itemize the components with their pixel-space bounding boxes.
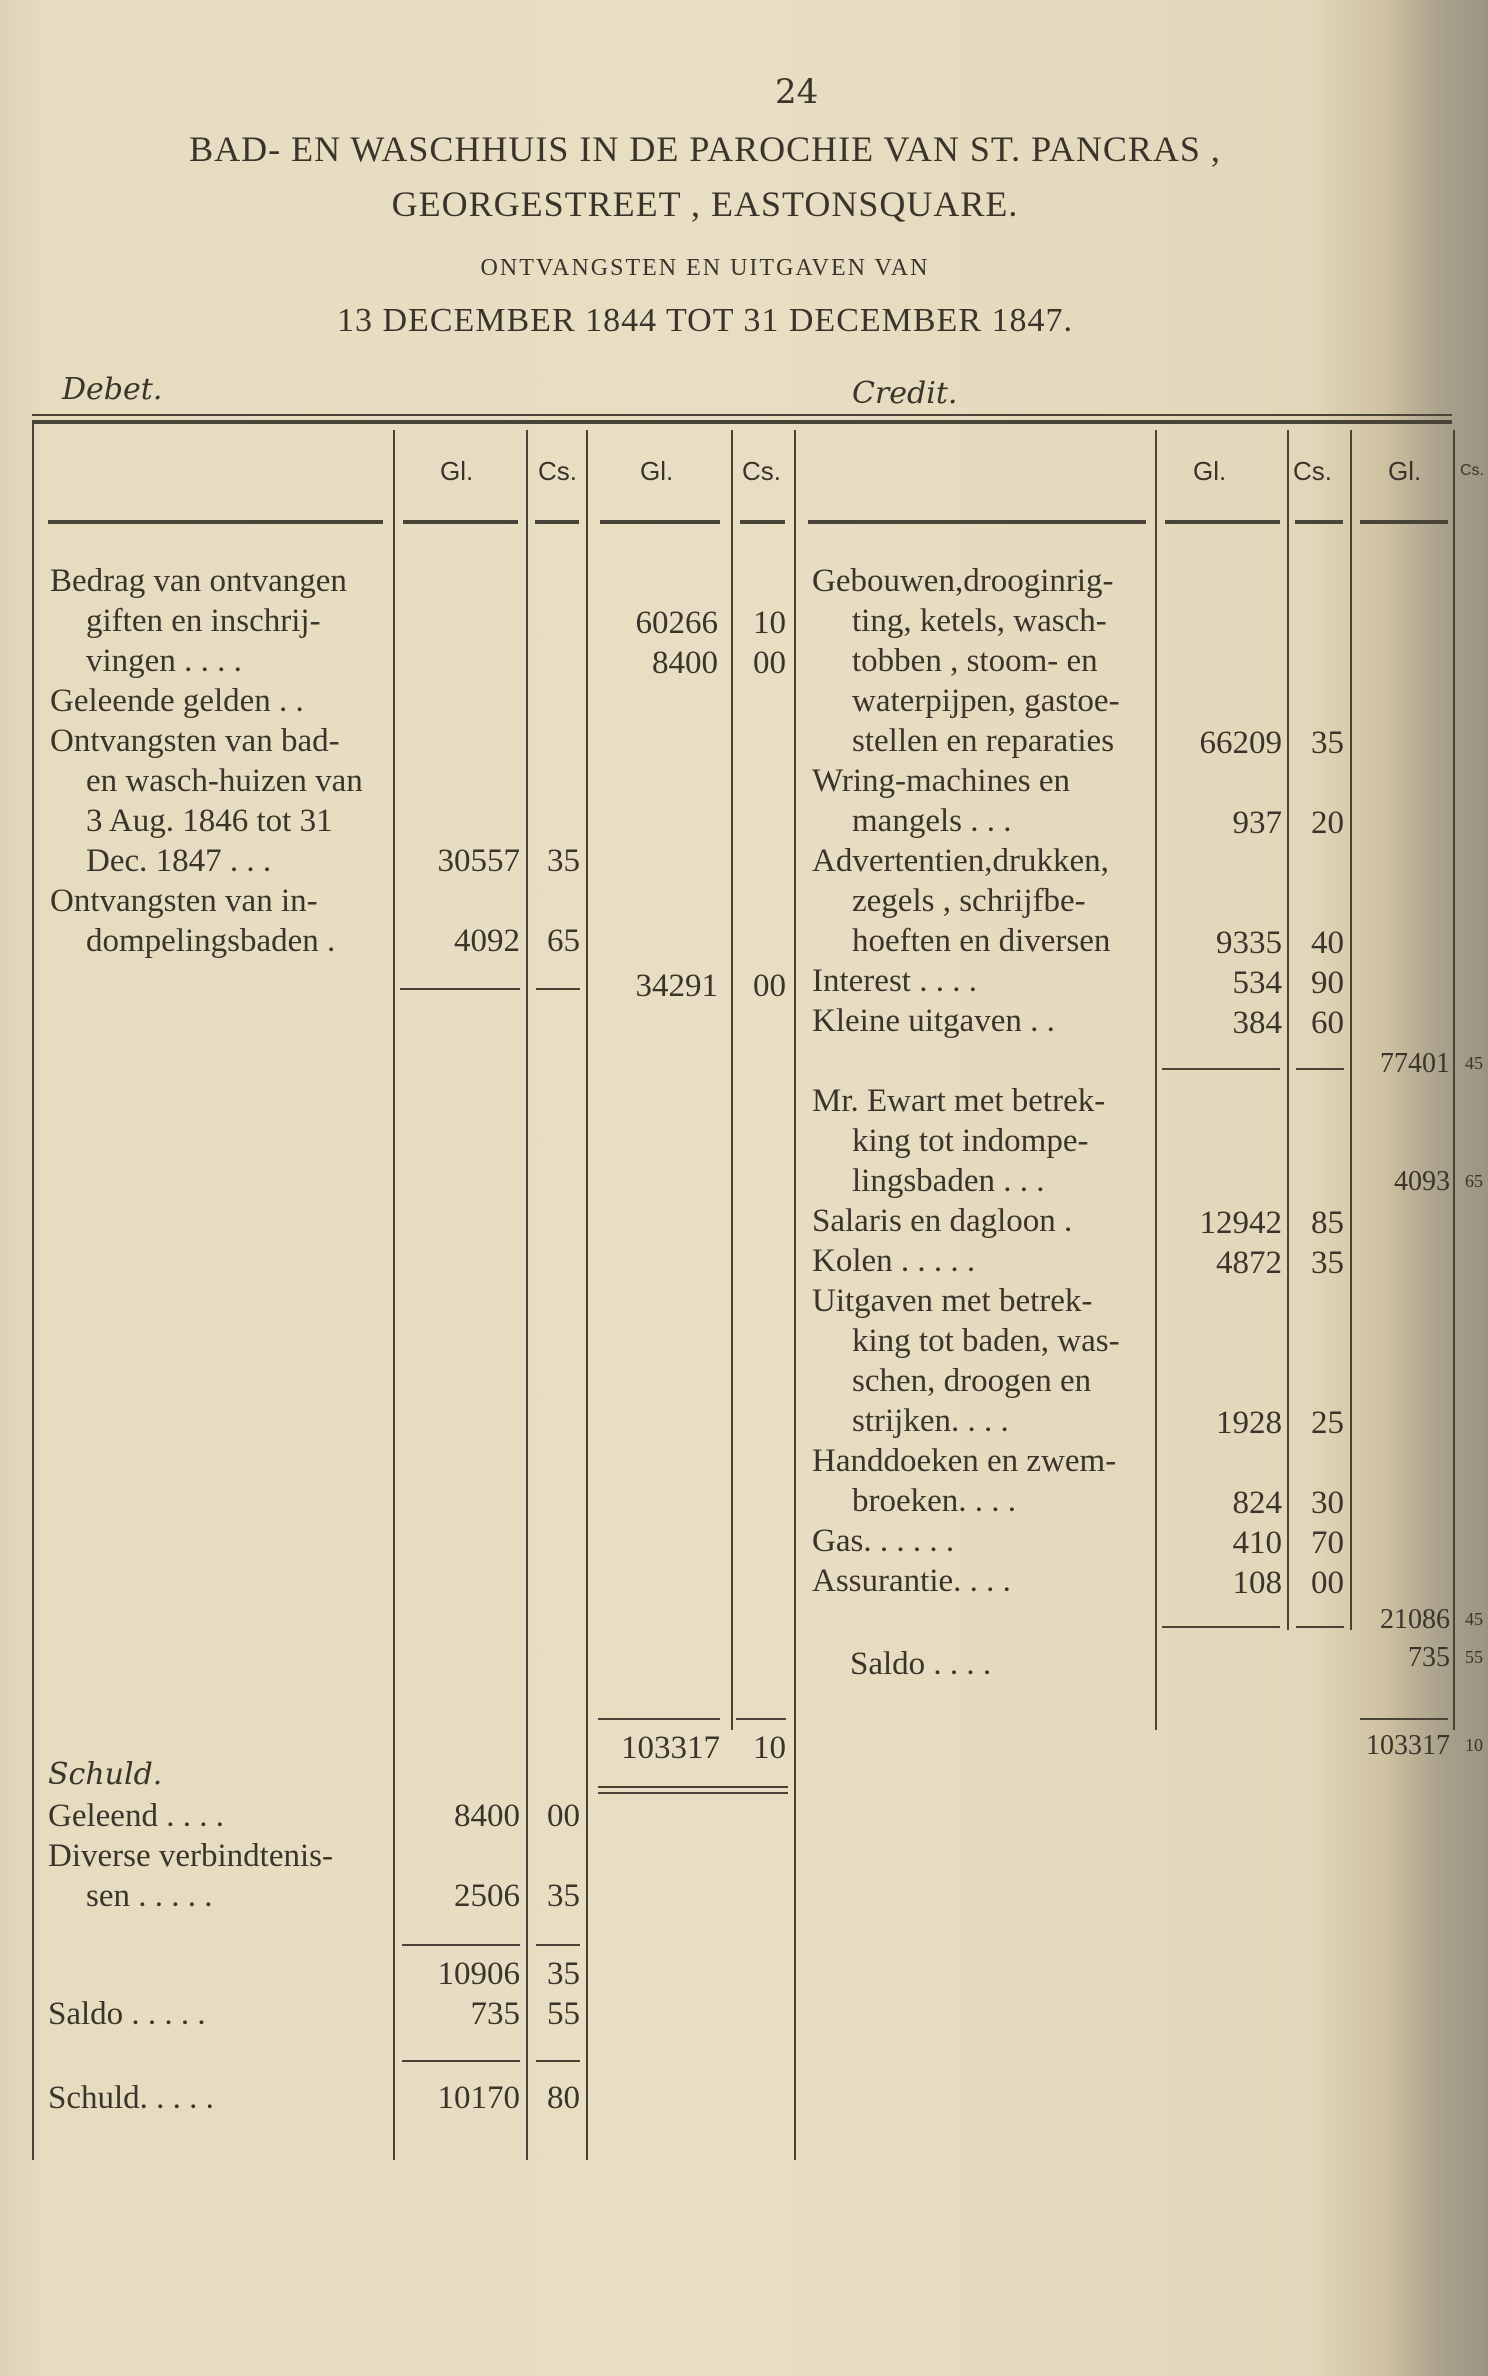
sum-rule — [1296, 1626, 1344, 1628]
header-debet-cs-1: Cs. — [538, 456, 577, 486]
credit-line: stellen en reparaties — [852, 723, 1115, 759]
amount-gl: 4872 — [1216, 1245, 1282, 1281]
amount-gl: 34291 — [635, 968, 718, 1004]
sum-rule — [1162, 1068, 1280, 1070]
schuld-line: Diverse verbindtenis- — [48, 1838, 333, 1874]
amount-gl: 77401 — [1380, 1048, 1450, 1079]
debet-label: Debet. — [62, 372, 163, 407]
amount-gl: 735 — [1408, 1642, 1450, 1673]
header-rule-cs1 — [535, 520, 579, 524]
credit-line: Wring-machines en — [812, 763, 1070, 799]
title-line-1: BAD- EN WASCHHUIS IN DE PAROCHIE VAN ST. PANCRAS , — [189, 129, 1221, 169]
credit-line: Handdoeken en zwem- — [812, 1443, 1117, 1479]
debet-line: Dec. 1847 . . . — [86, 843, 272, 879]
sum-rule — [1162, 1626, 1280, 1628]
credit-line: Kolen . . . . . — [812, 1243, 976, 1279]
debet-total-cs: 10 — [753, 1730, 786, 1766]
credit-line: Uitgaven met betrek- — [812, 1283, 1093, 1319]
credit-line: Salaris en dagloon . — [812, 1203, 1073, 1239]
header-debet-cs-2: Cs. — [742, 456, 781, 486]
rule-credit-1 — [1155, 430, 1157, 1730]
rule-credit-2 — [1287, 430, 1289, 1630]
header-debet-gl-1: Gl. — [440, 456, 474, 486]
amount-cs: 60 — [1311, 1005, 1344, 1041]
top-rule-thick — [32, 420, 1452, 424]
credit-line: waterpijpen, gastoe- — [852, 683, 1120, 719]
amount-cs: 80 — [547, 2080, 580, 2116]
debet-line: vingen . . . . — [86, 643, 242, 679]
amount-gl: 1928 — [1216, 1405, 1282, 1441]
amount-gl: 30557 — [437, 843, 520, 879]
rule-left — [32, 420, 34, 2160]
debet-line: en wasch-huizen van — [86, 763, 363, 799]
credit-label: Credit. — [852, 376, 958, 411]
credit-line: king tot indompe- — [852, 1123, 1089, 1159]
debet-line: 3 Aug. 1846 tot 31 — [86, 803, 333, 839]
amount-gl: 4092 — [454, 923, 520, 959]
amount-gl: 8400 — [652, 645, 718, 681]
sum-rule — [402, 1944, 520, 1946]
credit-line: mangels . . . — [852, 803, 1012, 839]
amount-cs: 35 — [1311, 1245, 1344, 1281]
amount-gl: 410 — [1232, 1525, 1282, 1561]
credit-line: Mr. Ewart met betrek- — [812, 1083, 1106, 1119]
amount-gl: 12942 — [1199, 1205, 1282, 1241]
amount-cs: 55 — [1465, 1647, 1483, 1667]
sum-rule — [536, 2060, 580, 2062]
amount-cs: 40 — [1311, 925, 1344, 961]
amount-cs: 30 — [1311, 1485, 1344, 1521]
total-rule — [598, 1718, 720, 1720]
title-line-3: ONTVANGSTEN EN UITGAVEN VAN — [480, 255, 930, 281]
amount-gl: 10906 — [437, 1956, 520, 1992]
header-rule-cgl1 — [1165, 520, 1280, 524]
header-rule-debet-text — [48, 520, 383, 524]
rule-debet-3 — [586, 430, 588, 2160]
credit-line: tobben , stoom- en — [852, 643, 1098, 679]
header-credit-gl-1: Gl. — [1193, 456, 1227, 486]
schuld-line: Saldo . . . . . — [48, 1996, 206, 2032]
credit-total-gl: 103317 — [1366, 1730, 1450, 1761]
amount-cs: 00 — [753, 968, 786, 1004]
amount-cs: 20 — [1311, 805, 1344, 841]
credit-line: strijken. . . . — [852, 1403, 1009, 1439]
credit-line: schen, droogen en — [852, 1363, 1092, 1399]
schuld-heading: Schuld. — [48, 1757, 163, 1792]
credit-line: Gas. . . . . . — [812, 1523, 955, 1559]
rule-credit-4 — [1453, 430, 1455, 1730]
total-double-rule — [598, 1792, 788, 1794]
debet-line: Geleende gelden . . — [50, 683, 304, 719]
sum-rule — [402, 2060, 520, 2062]
credit-line: Advertentien,drukken, — [812, 843, 1109, 879]
header-debet-gl-2: Gl. — [640, 456, 674, 486]
debet-line: Bedrag van ontvangen — [50, 563, 347, 599]
amount-cs: 35 — [547, 843, 580, 879]
debet-line: Ontvangsten van in- — [50, 883, 318, 919]
amount-gl: 534 — [1232, 965, 1282, 1001]
header-rule-gl1 — [403, 520, 518, 524]
credit-line: king tot baden, was- — [852, 1323, 1120, 1359]
amount-cs: 35 — [547, 1956, 580, 1992]
amount-gl: 9335 — [1216, 925, 1282, 961]
amount-cs: 00 — [547, 1798, 580, 1834]
credit-line: Gebouwen,drooginrig- — [812, 563, 1114, 599]
amount-cs: 25 — [1311, 1405, 1344, 1441]
amount-cs: 65 — [1465, 1171, 1483, 1191]
amount-gl: 735 — [470, 1996, 520, 2032]
debet-total-gl: 103317 — [621, 1730, 720, 1766]
amount-gl: 384 — [1232, 1005, 1282, 1041]
total-rule — [1360, 1718, 1448, 1720]
header-credit-cs-2: Cs. — [1460, 462, 1484, 479]
schuld-line: Schuld. . . . . — [48, 2080, 214, 2116]
sum-rule — [400, 988, 520, 990]
amount-gl: 4093 — [1394, 1166, 1450, 1197]
rule-debet-2 — [526, 430, 528, 2160]
credit-line: ting, ketels, wasch- — [852, 603, 1107, 639]
credit-line: zegels , schrijfbe- — [852, 883, 1086, 919]
amount-cs: 45 — [1465, 1609, 1483, 1629]
debet-line: giften en inschrij- — [86, 603, 321, 639]
header-rule-cs2 — [740, 520, 785, 524]
amount-cs: 10 — [753, 605, 786, 641]
amount-cs: 00 — [1311, 1565, 1344, 1601]
amount-cs: 00 — [753, 645, 786, 681]
amount-gl: 10170 — [437, 2080, 520, 2116]
credit-line: Interest . . . . — [812, 963, 977, 999]
amount-gl: 66209 — [1199, 725, 1282, 761]
total-rule — [736, 1718, 786, 1720]
amount-gl: 8400 — [454, 1798, 520, 1834]
amount-gl: 824 — [1232, 1485, 1282, 1521]
header-rule-gl2 — [600, 520, 720, 524]
amount-cs: 85 — [1311, 1205, 1344, 1241]
credit-line-saldo: Saldo . . . . — [850, 1646, 992, 1682]
top-rule-thin — [32, 414, 1452, 416]
amount-gl: 2506 — [454, 1878, 520, 1914]
amount-gl: 937 — [1232, 805, 1282, 841]
header-rule-credit-text — [808, 520, 1146, 524]
amount-cs: 65 — [547, 923, 580, 959]
debet-line: dompelingsbaden . — [86, 923, 336, 959]
credit-line: broeken. . . . — [852, 1483, 1017, 1519]
header-credit-gl-2: Gl. — [1388, 456, 1422, 486]
sum-rule — [536, 988, 580, 990]
amount-cs: 70 — [1311, 1525, 1344, 1561]
credit-line: hoeften en diversen — [852, 923, 1111, 959]
rule-credit-3 — [1350, 430, 1352, 1630]
title-line-2: GEORGESTREET , EASTONSQUARE. — [391, 184, 1019, 224]
amount-cs: 35 — [1311, 725, 1344, 761]
header-rule-cgl2 — [1360, 520, 1448, 524]
credit-line: Assurantie. . . . — [812, 1563, 1011, 1599]
credit-line: lingsbaden . . . — [852, 1163, 1045, 1199]
schuld-line: Geleend . . . . — [48, 1798, 224, 1834]
amount-gl: 60266 — [635, 605, 718, 641]
debet-line: Ontvangsten van bad- — [50, 723, 340, 759]
total-double-rule — [598, 1786, 788, 1788]
sum-rule — [536, 1944, 580, 1946]
rule-debet-4 — [731, 430, 733, 1730]
title-line-4: 13 DECEMBER 1844 TOT 31 DECEMBER 1847. — [337, 302, 1073, 339]
amount-gl: 108 — [1232, 1565, 1282, 1601]
amount-cs: 45 — [1465, 1053, 1483, 1073]
schuld-line: sen . . . . . — [86, 1878, 213, 1914]
header-rule-ccs1 — [1295, 520, 1343, 524]
amount-gl: 21086 — [1380, 1604, 1450, 1635]
rule-debet-1 — [393, 430, 395, 2160]
credit-line: Kleine uitgaven . . — [812, 1003, 1055, 1039]
amount-cs: 35 — [547, 1878, 580, 1914]
rule-center — [794, 430, 796, 2160]
amount-cs: 55 — [547, 1996, 580, 2032]
credit-total-cs: 10 — [1465, 1735, 1483, 1755]
amount-cs: 90 — [1311, 965, 1344, 1001]
sum-rule — [1296, 1068, 1344, 1070]
header-credit-cs-1: Cs. — [1293, 456, 1332, 486]
page-number: 24 — [775, 72, 819, 112]
